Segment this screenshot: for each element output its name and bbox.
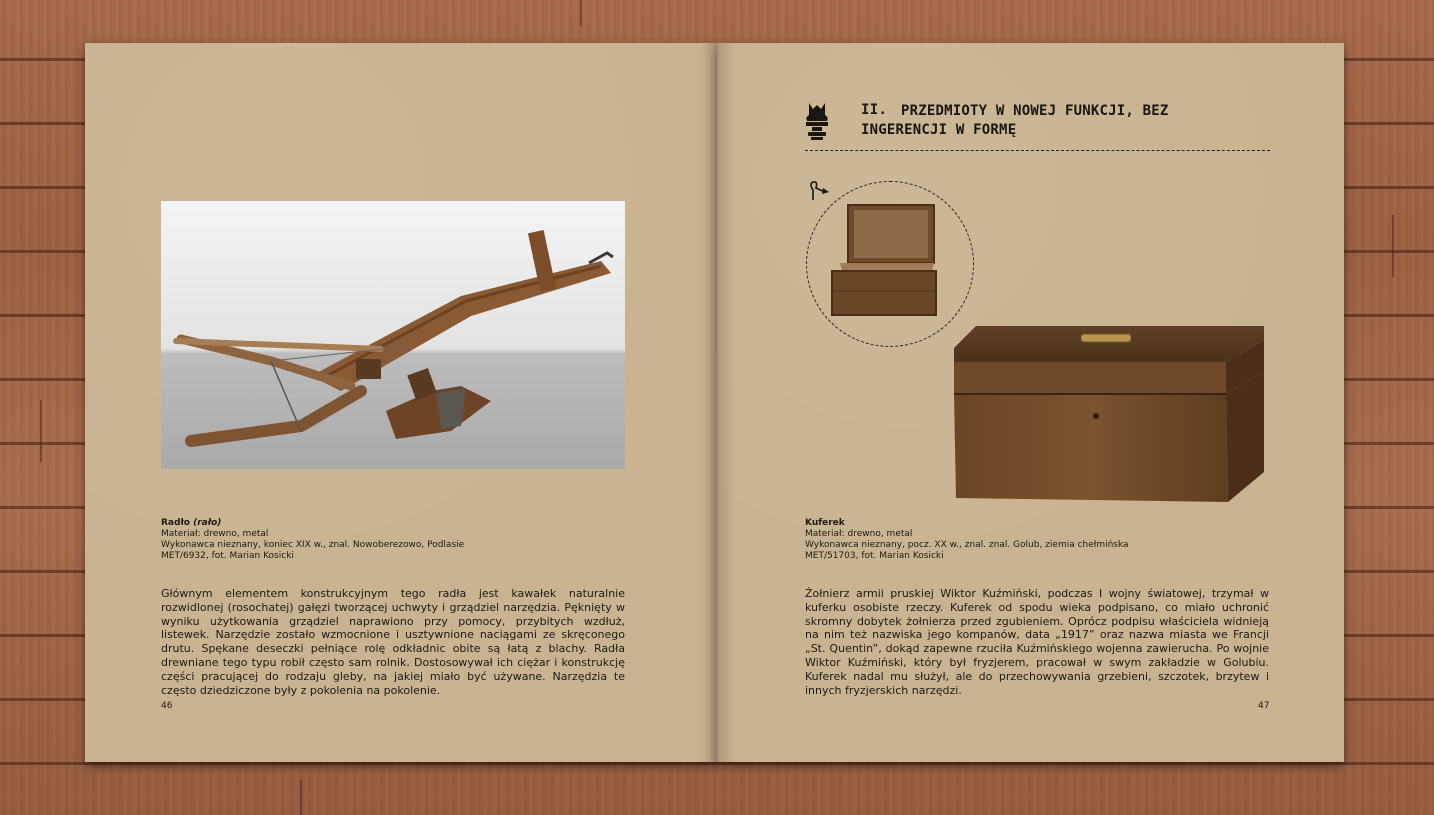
caption-inventory: MET/6932, fot. Marian Kosicki: [161, 551, 294, 561]
curved-arrow-icon: [805, 180, 831, 202]
caption-maker: Wykonawca nieznany, koniec XIX w., znal. Nowoberezowo, Podlasie: [161, 540, 465, 550]
caption-material: Materiał: drewno, metal: [161, 529, 269, 539]
plough-illustration: [161, 201, 625, 469]
caption-maker: Wykonawca nieznany, pocz. XX w., znal. znal. Golub, ziemia chełmińska: [805, 540, 1129, 550]
caption-title: Radło (rało): [161, 518, 222, 528]
plank-seam: [40, 400, 42, 462]
caption-inventory: MET/51703, fot. Marian Kosicki: [805, 551, 944, 561]
chapter-title: PRZEDMIOTY W NOWEJ FUNKCJI, BEZ INGERENCJI W FORMĘ: [861, 103, 1169, 138]
plough-caption: [161, 518, 581, 562]
caption-material: Materiał: drewno, metal: [805, 529, 913, 539]
page-number-right: 47: [1258, 701, 1270, 711]
plank-seam: [1392, 215, 1394, 277]
chapter-emblem-icon: [803, 101, 831, 141]
plough-description: Głównym elementem konstrukcyjnym tego radła jest kawałek naturalnie rozwidlonej (rosochatej) gałęzi tworzącej uchwyty i grządziel narzędzia. Pęknięty w wyniku użytkowania grządziel naprawiono przy pomocy, przybitych wzdłuż, listewek. Narzędzie zostało wzmocnione i usztywnione naciągami ze skręconego drutu. Spękane deseczki pełniące rolę odkładnic obite są łatą z blachy. Radła drewniane tego typu robił często sam rolnik. Dostosowywał ich ciężar i konstrukcję części pracującej do rodzaju gleby, na jakiej miało być używane. Narzędzia te często dziedziczone były z pokolenia na pokolenie.: [161, 587, 625, 697]
plank-seam: [580, 0, 582, 26]
chest-caption: [805, 518, 1225, 562]
dashed-divider: [805, 150, 1270, 151]
plank-seam: [300, 780, 302, 815]
closed-chest-photo: [946, 322, 1272, 512]
book-spine: [700, 43, 736, 762]
chest-description: Żołnierz armii pruskiej Wiktor Kuźmiński, podczas I wojny światowej, trzymał w kuferku osobiste rzeczy. Kuferek od spodu wieka podpisano, co miało uchronić skromny dobytek żołnierza przed zgubieniem. Oprócz podpisu właściciela widnieją na nim też nazwiska jego kompanów, data „1917” oraz nazwa miasta we Francji „St. Quentin”, dokąd zapewne rzuciła Kuźmińskiego wojenna zawierucha. Po wojnie Wiktor Kuźmiński, który był fryzjerem, pracował w swym zakładzie w Golubiu. Kuferek nadal mu służył, ale do przechowywania grzebieni, szczotek, brzytew i innych fryzjerskich narzędzi.: [805, 587, 1269, 697]
page-number-left: 46: [161, 701, 173, 711]
open-chest-photo: [828, 203, 940, 317]
plough-photo: [161, 201, 625, 469]
chapter-number: II.: [861, 102, 888, 118]
caption-title: Kuferek: [805, 518, 845, 528]
